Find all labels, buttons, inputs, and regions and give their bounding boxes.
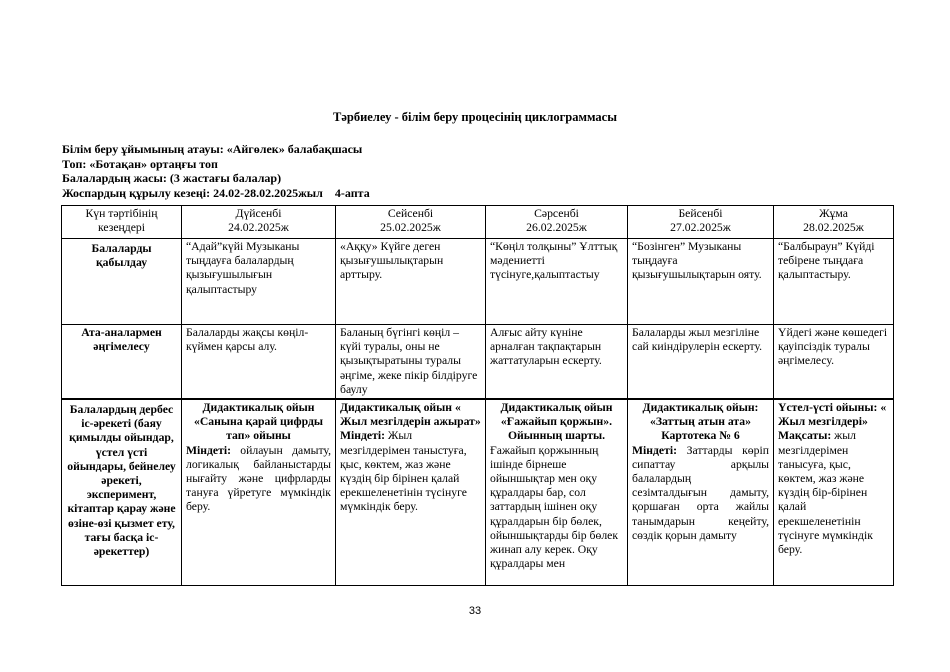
activity-title: Үстел-үсті ойыны: « Жыл мезгілдері» (778, 401, 887, 429)
table-header-row (62, 206, 894, 239)
header-day-tuesday (336, 206, 486, 239)
day-date: 25.02.2025ж (380, 221, 441, 235)
activity-description (778, 429, 889, 557)
day-name: Бейсенбі (678, 207, 723, 220)
row-label-parents: Ата-аналармен әңгімелесу (62, 325, 182, 400)
activity-title: Дидактикалық ойын «Ғажайып қоржын». Ойынның шарты. (500, 401, 613, 443)
document-info (62, 142, 370, 200)
row-label-reception: Балаларды қабылдау (62, 239, 182, 325)
header-period-line1: Күн тәртібінің (85, 207, 158, 220)
cell-parents-tue: Баланың бүгінгі көңіл – күйі туралы, оны не қызықтыратыны туралы әңгіме, жеке пікір білдіруге баулу (336, 325, 486, 400)
cell-activity-wed (486, 399, 628, 586)
activity-description (340, 429, 481, 514)
cell-activity-tue (336, 399, 486, 586)
header-day-thursday (628, 206, 774, 239)
header-day-monday (182, 206, 336, 239)
table-row-parents (62, 325, 894, 400)
activity-title: Дидактикалық ойын «Санына қарай цифрды тап» ойыны (193, 401, 323, 443)
cell-parents-wed: Алғыс айту күніне арналған тақпақтарын жаттатуларын ескерту. (486, 325, 628, 400)
task-text: жыл мезгілдерімен танысуға, қыс, көктем, жаз және күздің бір-бірінен қалай ерекшеленетінін түсінуге мүмкіндік беру. (778, 429, 873, 557)
task-label: Міндеті: (340, 429, 385, 443)
header-period-cell (62, 206, 182, 239)
day-date: 24.02.2025ж (228, 221, 289, 235)
cell-parents-thu: Балаларды жыл мезгіліне сай киіндірулерін ескерту. (628, 325, 774, 400)
task-text: Жыл мезгілдерімен таныстуға, қыс, көктем, жаз және күздің бір бірінен қалай ерекшеленетінін түсінуге мүмкіндік беру. (340, 429, 467, 514)
activity-title: Дидактикалық ойын: «Заттың атын ата» (642, 401, 759, 429)
task-label: Міндеті: (632, 443, 677, 457)
task-text: Заттарды көріп сипаттау арқылы балалардың сезімталдығын дамыту, қоршаған орта жайлы танымдарын кеңейту, сөздік қорын дамыту (632, 443, 769, 542)
day-date: 28.02.2025ж (803, 221, 864, 235)
day-name: Жұма (819, 207, 848, 220)
table-row-activity (62, 399, 894, 586)
cyclogram-table (61, 205, 894, 586)
cell-parents-mon: Балаларды жақсы көңіл-күймен қарсы алу. (182, 325, 336, 400)
org-name: Білім беру ұйымының атауы: «Айгөлек» балабақшасы (62, 142, 363, 156)
activity-description: Ғажайып қоржынның ішінде бірнеше ойыншықтар мен оқу құралдары бар, сол заттардың ішінен оқу құралдарын бір бөлек, ойыншықтарды бір бөлек жинап алу керек. Оқу құралдары мен (490, 443, 619, 571)
table-row-reception (62, 239, 894, 325)
document-title: Тәрбиелеу - білім беру процесінің циклограммасы (333, 110, 617, 124)
card-number: Картотека № 6 (661, 429, 740, 443)
cell-activity-fri (774, 399, 894, 586)
cell-reception-tue: «Аққу» Күйге деген қызығушылықтарын арттыру. (336, 239, 486, 325)
activity-description (632, 444, 769, 543)
header-day-wednesday (486, 206, 628, 239)
plan-period: Жоспардың құрылу кезеңі: 24.02-28.02.2025жыл 4-апта (62, 185, 370, 200)
cell-reception-wed: “Көңіл толқыны” Ұлттық мәдениетті түсінуге,қалыптастыу (486, 239, 628, 325)
children-age: Балалардың жасы: (3 жастағы балалар) (62, 171, 282, 185)
group-name: Топ: «Ботақан» ортаңғы топ (62, 156, 218, 171)
activity-description (186, 444, 331, 515)
cell-reception-fri: “Балбыраун” Күйді тебірене тыңдаға қалыптастыру. (774, 239, 894, 325)
cell-reception-mon: “Адай”күйі Музыканы тыңдауға балалардың қызығушылығын қалыптастыру (182, 239, 336, 325)
day-date: 27.02.2025ж (670, 221, 731, 235)
activity-title: Дидактикалық ойын « Жыл мезгілдерін ажырат» (340, 401, 481, 429)
header-day-friday (774, 206, 894, 239)
day-name: Дүйсенбі (235, 207, 282, 220)
task-label: Міндеті: (186, 443, 231, 457)
task-text: ойлауын дамыту, логикалық байланыстарды нығайту және цифрларды тануға үйретуге мүмкіндік беру. (186, 443, 331, 514)
cell-activity-thu (628, 399, 774, 586)
cell-activity-mon (182, 399, 336, 586)
task-label: Мақсаты: (778, 429, 832, 443)
page-number: 33 (468, 605, 482, 617)
cell-parents-fri: Үйдегі және көшедегі қауіпсіздік туралы әңгімелесу. (774, 325, 894, 400)
day-name: Сәрсенбі (534, 207, 579, 220)
day-date: 26.02.2025ж (526, 221, 587, 235)
row-label-activity: Балалардың дербес іс-әрекеті (баяу қимылды ойындар, үстел үсті ойындары, бейнелеу әрекеті, эксперимент, кітаптар қарау және өзіне-өзі қызмет ету, тағы басқа іс-әрекеттер) (62, 399, 182, 586)
cell-reception-thu: “Бозінген” Музыканы тыңдауға қызығушылықтарын ояту. (628, 239, 774, 325)
header-period-line2: кезеңдері (97, 221, 145, 235)
day-name: Сейсенбі (387, 207, 434, 220)
